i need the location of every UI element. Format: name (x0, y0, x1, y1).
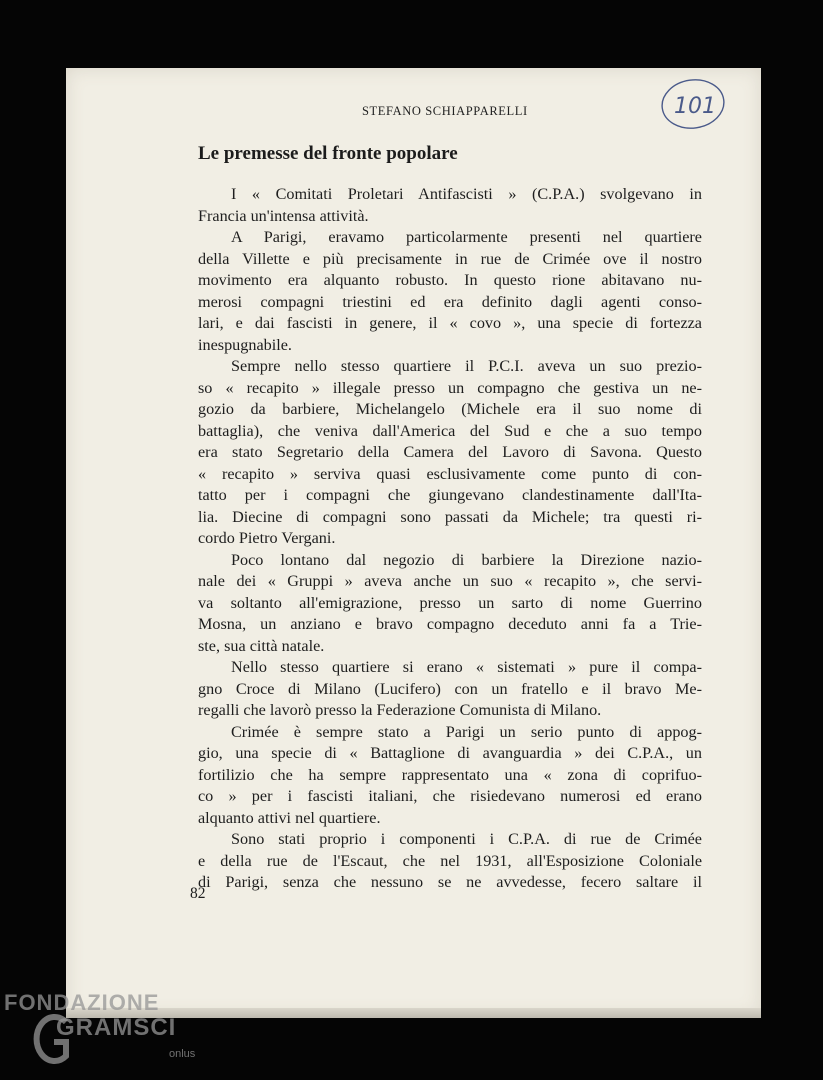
text-line: co » per i fascisti italiani, che risiedevano numerosi ed erano (198, 787, 702, 805)
text-line: Francia un'intensa attività. (198, 206, 369, 225)
text-line: tatto per i compagni che giungevano clandestinamente dall'Ita- (198, 486, 702, 504)
text-line: Poco lontano dal negozio di barbiere la Direzione nazio- (231, 550, 702, 569)
text-line: « recapito » serviva quasi esclusivamente come punto di con- (198, 464, 702, 483)
page-number: 82 (190, 885, 206, 902)
watermark-logo (4, 990, 204, 1070)
text-line: lari, e dai fascisti in genere, il « covo », una specie di fortezza (198, 314, 702, 332)
text-line: inespugnabile. (198, 335, 292, 354)
body-text (198, 184, 702, 894)
text-line: Sono stati proprio i componenti i C.P.A. di rue de Crimée (231, 830, 702, 848)
chapter-title: Le premesse del fronte popolare (198, 143, 458, 164)
text-line: Crimée è sempre stato a Parigi un serio punto di appog- (231, 722, 702, 741)
text-line: Nello stesso quartiere si erano « sistemati » pure il compa- (231, 658, 702, 676)
running-head: STEFANO SCHIAPPARELLI (362, 104, 528, 118)
watermark-line-2: GRAMSCI (56, 1014, 177, 1041)
text-line: lia. Diecine di compagni sono passati da Michele; tra questi ri- (198, 507, 702, 526)
text-line: gio, una specie di « Battaglione di avanguardia » dei C.P.A., un (198, 744, 702, 762)
text-line: Sempre nello stesso quartiere il P.C.I. aveva un suo prezio- (231, 357, 702, 375)
handwritten-folio-number (660, 76, 726, 132)
folio-annotation (660, 76, 726, 132)
svg-text:101: 101 (674, 94, 716, 119)
text-line: ste, sua città natale. (198, 636, 325, 655)
document-page (66, 68, 761, 1016)
text-line: fortilizio che ha sempre rappresentato una « zona di coprifuo- (198, 765, 702, 784)
text-line: regalli che lavorò presso la Federazione Comunista di Milano. (198, 701, 602, 719)
text-line: battaglia), che veniva dall'America del Sud e che a suo tempo (198, 421, 702, 440)
text-line: so « recapito » illegale presso un compagno che gestiva un ne- (198, 378, 702, 397)
text-line: cordo Pietro Vergani. (198, 529, 336, 547)
text-line: movimento era alquanto robusto. In questo rione abitavano nu- (198, 271, 702, 289)
text-line: era stato Segretario della Camera del Lavoro di Savona. Questo (198, 443, 702, 461)
text-line: nale dei « Gruppi » aveva anche un suo « recapito », che servi- (198, 572, 702, 590)
text-line: va soltanto all'emigrazione, presso un sarto di nome Guerrino (198, 593, 702, 612)
watermark-line-1: FONDAZIONE (4, 990, 160, 1015)
text-line: gno Croce di Milano (Lucifero) con un fratello e il bravo Me- (198, 679, 702, 698)
watermark-line-3: onlus (169, 1048, 196, 1060)
text-line: merosi compagni triestini ed era definito dagli agenti conso- (198, 292, 702, 311)
text-line: I « Comitati Proletari Antifascisti » (C.P.A.) svolgevano in (231, 185, 702, 203)
text-line: gozio da barbiere, Michelangelo (Michele era il suo nome di (198, 400, 702, 418)
text-line: alquanto attivi nel quartiere. (198, 808, 381, 827)
text-line: Mosna, un anziano e bravo compagno deceduto anni fa a Trie- (198, 615, 702, 633)
text-line: e della rue de l'Escaut, che nel 1931, all'Esposizione Coloniale (198, 851, 702, 870)
text-line: della Villette e più precisamente in rue de Crimée ove il nostro (198, 249, 702, 268)
text-line: A Parigi, eravamo particolarmente presenti nel quartiere (231, 228, 702, 246)
text-line: di Parigi, senza che nessuno se ne avvedesse, fecero saltare il (198, 873, 702, 891)
